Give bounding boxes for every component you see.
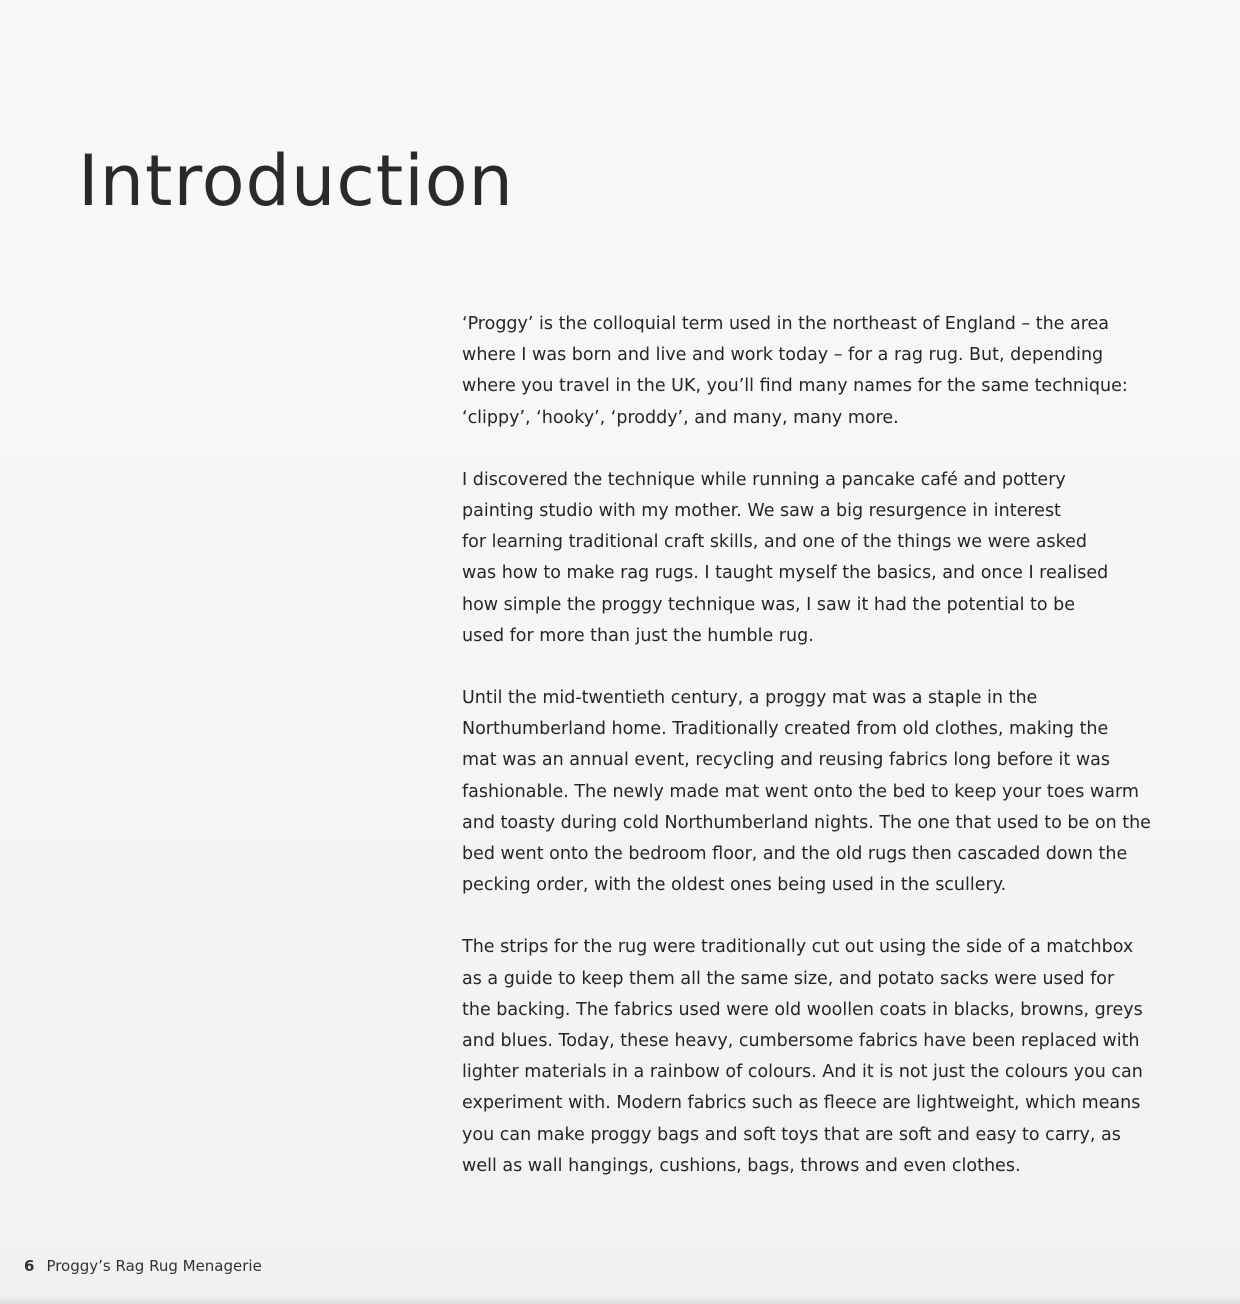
page-number: 6 [24,1257,35,1275]
text-line: was how to make rag rugs. I taught myself the basics, and once I realised [462,563,1109,584]
paragraph-3 [462,683,1202,901]
text-line: experiment with. Modern fabrics such as fleece are lightweight, which means [462,1093,1141,1114]
text-line: ‘clippy’, ‘hooky’, ‘proddy’, and many, many more. [462,407,899,428]
text-line: Until the mid-twentieth century, a proggy mat was a staple in the [462,688,1038,709]
text-line: lighter materials in a rainbow of colours. And it is not just the colours you can [462,1062,1143,1083]
text-line: as a guide to keep them all the same size, and potato sacks were used for [462,968,1115,989]
page-title: Introduction [78,140,514,222]
text-line: Northumberland home. Traditionally created from old clothes, making the [462,719,1109,740]
text-line: for learning traditional craft skills, and one of the things we were asked [462,532,1088,553]
text-line: where I was born and live and work today – for a rag rug. But, depending [462,345,1104,366]
text-line: painting studio with my mother. We saw a big resurgence in interest [462,501,1061,522]
paragraph-2 [462,465,1202,652]
text-line: mat was an annual event, recycling and reusing fabrics long before it was [462,750,1110,771]
text-line: the backing. The fabrics used were old woollen coats in blacks, browns, greys [462,999,1143,1020]
text-line: ‘Proggy’ is the colloquial term used in the northeast of England – the area [462,314,1110,334]
text-line: The strips for the rug were traditionally cut out using the side of a matchbox [462,937,1134,958]
text-line: I discovered the technique while running a pancake café and pottery [462,469,1066,490]
text-line: how simple the proggy technique was, I saw it had the potential to be [462,594,1076,615]
text-line: and toasty during cold Northumberland nights. The one that used to be on the [462,812,1151,833]
text-line: bed went onto the bedroom floor, and the old rugs then cascaded down the [462,844,1128,865]
text-line: fashionable. The newly made mat went onto the bed to keep your toes warm [462,781,1139,802]
page-edge-shadow [0,1296,1240,1304]
book-title: Proggy’s Rag Rug Menagerie [46,1257,262,1275]
page-footer [24,1257,262,1275]
paragraph-1 [462,309,1202,434]
text-line: used for more than just the humble rug. [462,625,814,646]
text-line: pecking order, with the oldest ones being used in the scullery. [462,875,1007,896]
text-line: you can make proggy bags and soft toys that are soft and easy to carry, as [462,1124,1121,1145]
text-line: and blues. Today, these heavy, cumbersome fabrics have been replaced with [462,1031,1140,1052]
text-line: where you travel in the UK, you’ll find many names for the same technique: [462,376,1128,397]
text-line: well as wall hangings, cushions, bags, throws and even clothes. [462,1155,1021,1176]
paragraph-4 [462,932,1202,1182]
body-text [462,309,1202,1213]
